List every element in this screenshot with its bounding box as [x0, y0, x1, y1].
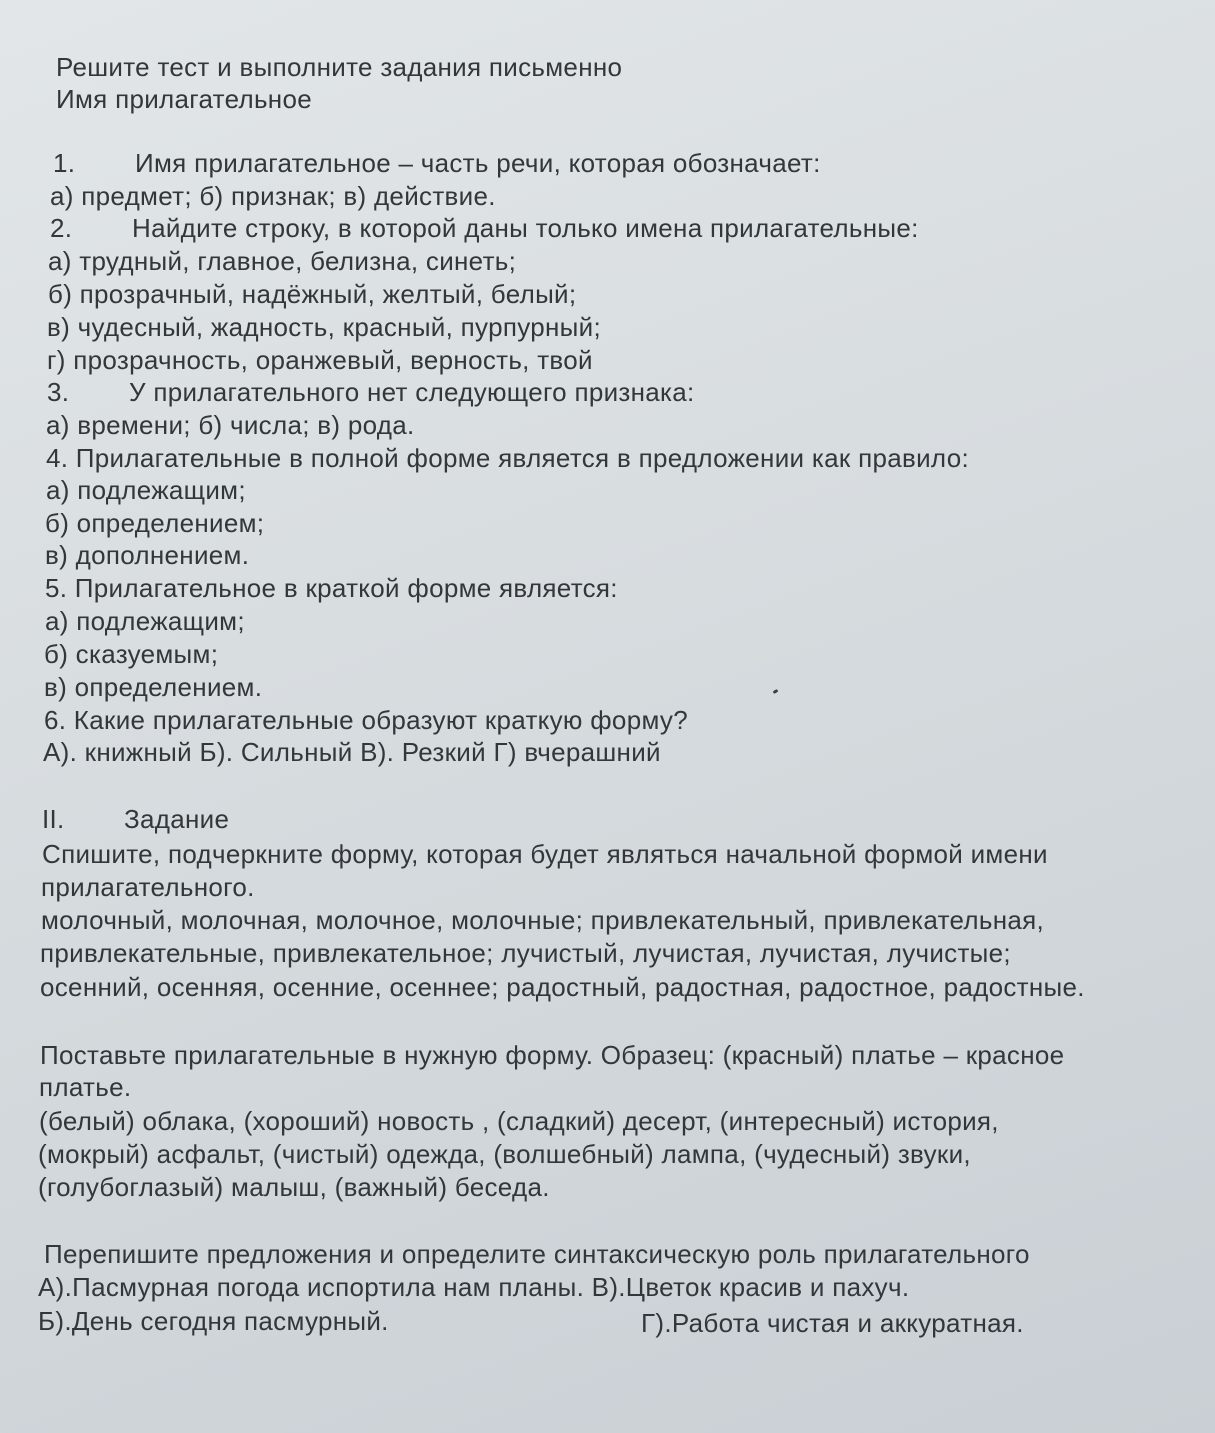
- header-instruction: Решите тест и выполните задания письменно: [56, 52, 623, 82]
- question-6-text: 6. Какие прилагательные образуют краткую форму?: [44, 705, 688, 735]
- question-5-option-b: б) сказуемым;: [44, 639, 219, 669]
- question-1: [53, 147, 821, 179]
- question-4-option-a: а) подлежащим;: [46, 475, 246, 505]
- question-4-text: 4. Прилагательные в полной форме является в предложении как правило:: [46, 443, 969, 473]
- question-2-option-b: б) прозрачный, надёжный, желтый, белый;: [48, 279, 577, 309]
- task-heading: [42, 803, 229, 835]
- question-5-option-a: а) подлежащим;: [45, 606, 245, 636]
- question-5-option-c: в) определением.: [44, 672, 263, 702]
- question-2-option-c: в) чудесный, жадность, красный, пурпурный;: [47, 312, 601, 342]
- task-title: Задание: [124, 804, 230, 834]
- question-2-text: Найдите строку, в которой даны только имена прилагательные:: [132, 213, 919, 243]
- header-topic: Имя прилагательное: [56, 84, 312, 114]
- task-part2-line-2: платье.: [39, 1072, 132, 1102]
- task-part1-line-2: прилагательного.: [41, 872, 255, 902]
- task-part1-line-5: осенний, осенняя, осенние, осеннее; радостный, радостная, радостное, радостные.: [40, 972, 1085, 1002]
- question-2: [50, 212, 919, 244]
- task-part2-line-3: (белый) облака, (хороший) новость , (сладкий) десерт, (интересный) история,: [39, 1106, 999, 1136]
- question-3: [47, 376, 695, 408]
- question-2-number: 2.: [50, 213, 73, 243]
- question-5-text: 5. Прилагательное в краткой форме является:: [45, 573, 618, 603]
- question-4-option-c: в) дополнением.: [45, 540, 250, 570]
- task-part3-title: Перепишите предложения и определите синтаксическую роль прилагательного: [44, 1239, 1030, 1269]
- question-1-options: а) предмет; б) признак; в) действие.: [50, 181, 496, 211]
- task-part1-line-3: молочный, молочная, молочное, молочные; привлекательный, привлекательная,: [41, 905, 1045, 935]
- task-part1-line-1: Спишите, подчеркните форму, которая будет являться начальной формой имени: [42, 839, 1048, 869]
- question-3-options: а) времени; б) числа; в) рода.: [46, 410, 415, 440]
- task-part3-line-g: Г).Работа чистая и аккуратная.: [641, 1308, 1024, 1338]
- question-4-option-b: б) определением;: [45, 508, 265, 538]
- question-1-number: 1.: [53, 148, 76, 178]
- paper-speck: [773, 689, 779, 694]
- task-part3-line-a: А).Пасмурная погода испортила нам планы. В).Цветок красив и пахуч.: [38, 1272, 910, 1302]
- task-part1-line-4: привлекательные, привлекательное; лучистый, лучистая, лучистая, лучистые;: [40, 938, 1011, 968]
- task-part2-line-5: (голубоглазый) малыш, (важный) беседа.: [38, 1172, 550, 1202]
- task-part2-line-1: Поставьте прилагательные в нужную форму. Образец: (красный) платье – красное: [40, 1040, 1065, 1070]
- question-2-option-d: г) прозрачность, оранжевый, верность, твой: [47, 345, 593, 375]
- question-3-text: У прилагательного нет следующего признака:: [129, 377, 695, 407]
- question-6-options: А). книжный Б). Сильный В). Резкий Г) вчерашний: [43, 737, 661, 767]
- question-3-number: 3.: [47, 377, 70, 407]
- task-part3-line-b: Б).День сегодня пасмурный.: [38, 1306, 389, 1336]
- question-2-option-a: а) трудный, главное, белизна, синеть;: [48, 246, 517, 276]
- question-1-text: Имя прилагательное – часть речи, которая обозначает:: [135, 148, 821, 178]
- task-number: II.: [42, 804, 65, 834]
- task-part2-line-4: (мокрый) асфальт, (чистый) одежда, (волшебный) лампа, (чудесный) звуки,: [38, 1139, 971, 1169]
